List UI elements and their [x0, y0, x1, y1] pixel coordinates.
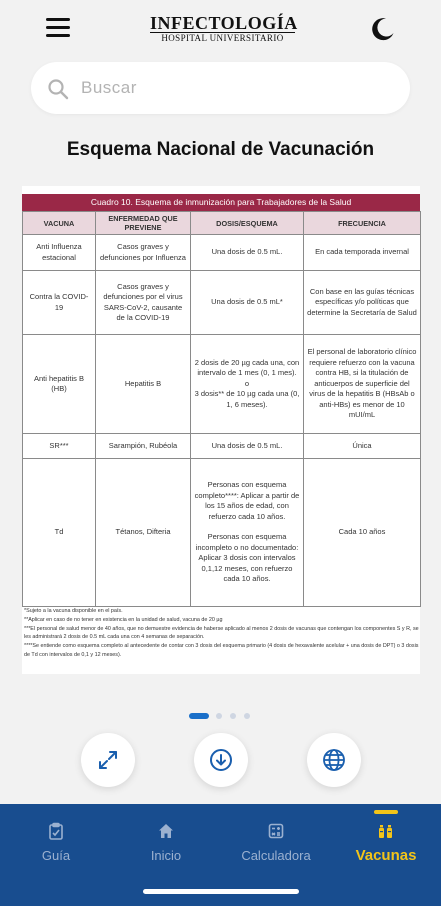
- table-cell: Casos graves y defunciones por el virus SARS-CoV-2, causante de la COVID-19: [96, 271, 191, 335]
- table-row: [23, 459, 421, 607]
- page-dot[interactable]: [244, 713, 250, 719]
- tab-label: Calculadora: [241, 848, 311, 863]
- column-header: DOSIS/ESQUEMA: [191, 212, 304, 235]
- globe-icon: [322, 748, 346, 772]
- tab-label: Vacunas: [355, 847, 417, 864]
- table-header-row: [23, 212, 421, 235]
- expand-button[interactable]: [81, 733, 135, 787]
- language-button[interactable]: [307, 733, 361, 787]
- table-cell: [191, 459, 304, 607]
- download-icon: [209, 748, 233, 772]
- table-cell: Hepatitis B: [96, 335, 191, 434]
- table-cell: SR***: [23, 434, 96, 459]
- table-row: [23, 434, 421, 459]
- footnote: ****Se entiende como esquema completo al antecedente de contar con 3 dosis del esquema primario (4 dosis de hexavalente acelular + una dosis de DPT) o 3 dosis de Td con intervalos de 0,1 y 12 meses).: [24, 643, 419, 658]
- dose-separator: o: [244, 378, 250, 388]
- download-button[interactable]: [194, 733, 248, 787]
- dose-option: Personas con esquema completo****: Aplicar a partir de los 15 años de edad, con refuerzo cada 10 años.: [194, 480, 300, 521]
- vaccination-table-document[interactable]: [22, 186, 420, 674]
- clipboard-icon: [47, 822, 65, 840]
- page-dot[interactable]: [216, 713, 222, 719]
- moon-icon[interactable]: [370, 16, 396, 42]
- app-logo: [150, 13, 298, 44]
- logo-title: INFECTOLOGÍA: [150, 13, 298, 33]
- expand-icon: [96, 748, 120, 772]
- table-footnotes: [24, 607, 420, 660]
- table-cell: Anti hepatitis B (HB): [23, 335, 96, 434]
- dose-option: 3 dosis** de 10 µg cada una (0, 1, 6 meses).: [194, 389, 300, 409]
- page-title: Esquema Nacional de Vacunación: [66, 139, 375, 160]
- home-indicator[interactable]: [143, 889, 299, 894]
- table-cell: Anti Influenza estacional: [23, 235, 96, 271]
- table-cell: Cada 10 años: [304, 459, 421, 607]
- footnote: **Aplicar en caso de no tener en existencia en la unidad de salud, vacuna de 20 µg: [24, 616, 223, 623]
- table-cell: Única: [304, 434, 421, 459]
- table-cell: Una dosis de 0.5 mL.: [191, 434, 304, 459]
- table-cell: Una dosis de 0.5 mL.: [191, 235, 304, 271]
- table-row: [23, 235, 421, 271]
- dose-option: 2 dosis de 20 µg cada una, con intervalo de 1 mes (0, 1 mes).: [194, 357, 300, 378]
- table-cell: Una dosis de 0.5 mL*: [191, 271, 304, 335]
- table-cell: Tétanos, Difteria: [96, 459, 191, 607]
- hamburger-menu-icon[interactable]: [46, 17, 72, 37]
- tab-label: Inicio: [150, 848, 182, 863]
- tab-inicio[interactable]: [121, 822, 211, 863]
- top-bar: [0, 0, 441, 58]
- search-icon: [47, 78, 69, 100]
- dose-option: Personas con esquema incompleto o no documentado: Aplicar 3 dosis con intervalos 0,1,12 meses, con refuerzo cada 10 años.: [195, 532, 299, 584]
- table-cell: Con base en las guías técnicas específicas y/o políticas que determine la Secretaría de Salud: [304, 271, 421, 335]
- table-cell: Contra la COVID-19: [23, 271, 96, 335]
- calculator-icon: [267, 822, 285, 840]
- page-indicator: [0, 713, 441, 723]
- table-caption: Cuadro 10. Esquema de inmunización para Trabajadores de la Salud: [22, 194, 420, 211]
- tab-calculadora[interactable]: [231, 822, 321, 863]
- table-cell: El personal de laboratorio clínico requiere refuerzo con la vacuna contra HB, si la titulación de anticuerpos de superficie del virus de la hepatitis B (HBsAb o anti-HBs) es menor de 10 mUI/mL: [304, 335, 421, 434]
- column-header: ENFERMEDAD QUE PREVIENE: [96, 212, 191, 235]
- vaccine-icon: [377, 822, 395, 840]
- table-cell: En cada temporada invernal: [304, 235, 421, 271]
- table-cell: [191, 335, 304, 434]
- footnote: *Sujeto a la vacuna disponible en el país.: [24, 608, 123, 614]
- table-cell: Casos graves y defunciones por Influenza: [96, 235, 191, 271]
- logo-subtitle: HOSPITAL UNIVERSITARIO: [150, 32, 295, 44]
- tab-label: Guía: [41, 848, 71, 863]
- table-row: [23, 335, 421, 434]
- search-input[interactable]: Buscar: [81, 78, 137, 97]
- footnote: ***El personal de salud menor de 40 años, que no demuestre evidencia de haberse aplicado al menos 2 dosis de vacunas que contengan los componentes S y R, se les administrará 2 dosis de 0.5 mL cada una con 4 semanas de separación.: [24, 625, 419, 641]
- column-header: FRECUENCIA: [304, 212, 421, 235]
- column-header: VACUNA: [23, 212, 96, 235]
- home-icon: [157, 822, 175, 840]
- tab-guia[interactable]: [11, 822, 101, 863]
- vaccination-table: [22, 211, 421, 607]
- table-cell: Td: [23, 459, 96, 607]
- table-row: [23, 271, 421, 335]
- search-bar[interactable]: [31, 62, 410, 114]
- table-cell: Sarampión, Rubéola: [96, 434, 191, 459]
- page-dot[interactable]: [230, 713, 236, 719]
- active-tab-indicator: [374, 810, 398, 814]
- tab-vacunas[interactable]: [341, 822, 431, 864]
- page-dot-active[interactable]: [189, 713, 209, 719]
